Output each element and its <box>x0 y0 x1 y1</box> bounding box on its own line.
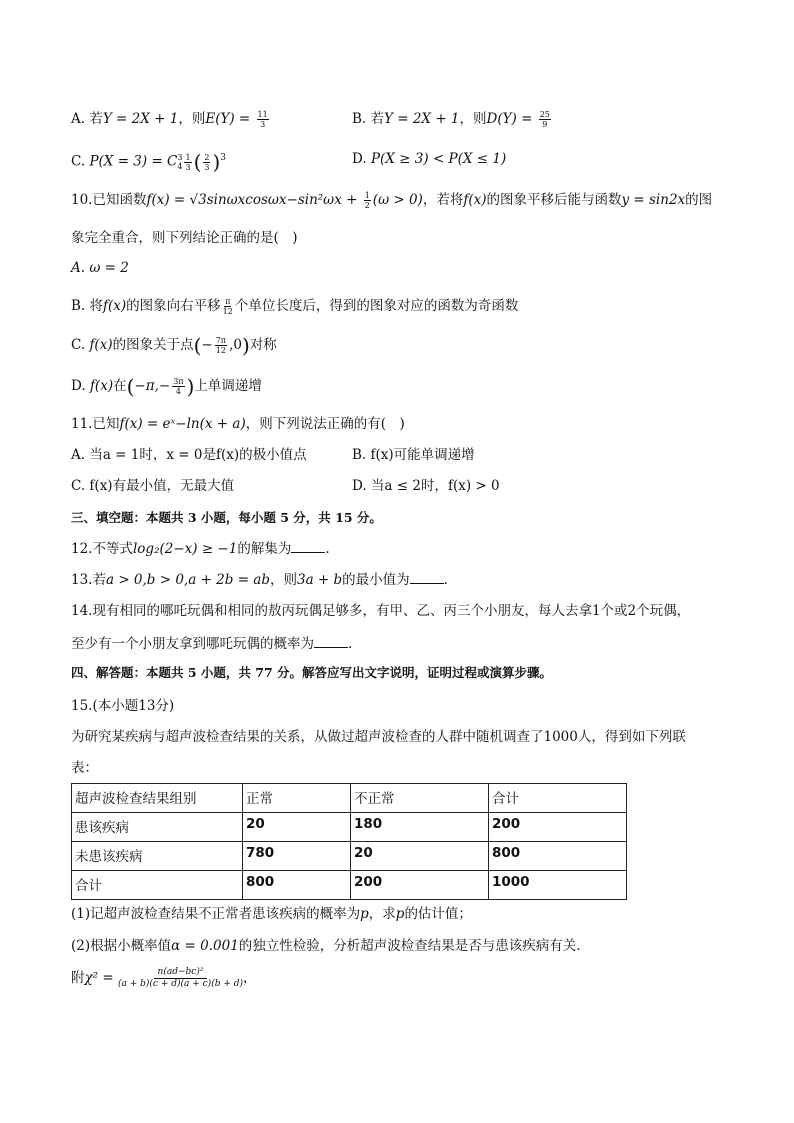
q10-option-c: C. f(x)的图象关于点(− $\frac{7\pi}{12}$ ,0)对称 <box>71 333 277 358</box>
table-row <box>72 813 627 842</box>
table-row <box>72 871 627 900</box>
q11-option-d: D. 当a ≤ 2时，f(x) > 0 <box>352 478 500 494</box>
table-cell: 800 <box>243 871 351 900</box>
q10-option-b: B. 将f(x)的图象向右平移 $\frac{\pi}{12}$ 个单位长度后，得到的图象对应的函数为奇函数 <box>71 297 519 316</box>
table-cell: 180 <box>351 813 489 842</box>
table-cell: 1000 <box>489 871 627 900</box>
table-cell: 合计 <box>72 871 243 900</box>
section-3-heading: 三、填空题：本题共 3 小题，每小题 5 分，共 15 分。 <box>71 510 382 525</box>
table-header-cell: 超声波检查结果组别 <box>72 784 243 813</box>
table-cell: 200 <box>351 871 489 900</box>
q10-option-d: D. f(x)在(−π,− $\frac{3\pi}{4}$ )上单调递增 <box>71 374 262 399</box>
q10-option-a: A. ω = 2 <box>71 260 129 276</box>
table-cell: 200 <box>489 813 627 842</box>
table-cell: 未患该疾病 <box>72 842 243 871</box>
table-header-cell: 合计 <box>489 784 627 813</box>
q9-option-c: C. P(X = 3) = C 3 4 $\frac{1}{3}$ ( $\frac{2}{3}$ )$^3$ <box>71 150 227 174</box>
section-4-heading: 四、解答题：本题共 5 小题，共 77 分。解答应写出文字说明，证明过程或演算步骤。 <box>71 665 553 680</box>
table-header-cell: 不正常 <box>351 784 489 813</box>
answer-blank <box>410 569 444 584</box>
table-cell: 患该疾病 <box>72 813 243 842</box>
q15-line2: 表： <box>71 760 98 776</box>
q11-option-a: A. 当a = 1时，x = 0是f(x)的极小值点 <box>71 447 307 463</box>
table-header-cell: 正常 <box>243 784 351 813</box>
table-cell: 800 <box>489 842 627 871</box>
q12: 12.不等式log₂(2−x) ≥ −1的解集为 . <box>71 538 330 559</box>
table-cell: 20 <box>351 842 489 871</box>
q11-option-c: C. f(x)有最小值，无最大值 <box>71 478 235 494</box>
q9-option-a: A. 若Y = 2X + 1，则E(Y) = $\frac{11}{3}$ <box>71 110 268 129</box>
answer-blank <box>314 633 348 648</box>
table-header-row <box>72 784 627 813</box>
contingency-table <box>71 783 627 900</box>
chi-square-formula: 附χ² = $\frac{\text{n(ad−bc)²}}{(a + b)(c + d)(a + c)(b + d)}$ ， <box>71 967 257 989</box>
q10-stem-line2: 象完全重合，则下列结论正确的是( ) <box>71 230 298 246</box>
table-cell: 20 <box>243 813 351 842</box>
q15-part2: (2)根据小概率值α = 0.001的独立性检验，分析超声波检查结果是否与患该疾病有关． <box>71 938 590 954</box>
q14-line1: 14.现有相同的哪吒玩偶和相同的敖丙玩偶足够多，有甲、乙、丙三个小朋友，每人去拿1个或2个玩偶， <box>71 603 691 619</box>
table-cell: 780 <box>243 842 351 871</box>
q11-stem: 11.已知f(x) = eˣ−ln(x + a)，则下列说法正确的有( ) <box>71 416 405 432</box>
q15-part1: (1)记超声波检查结果不正常者患该疾病的概率为p，求p的估计值； <box>71 906 472 922</box>
q10-stem: 10.已知函数f(x) = √3sinωxcosωx−sin²ωx + $\frac{1}{2}$ (ω > 0)，若将f(x)的图象平移后能与函数y = sin2x的图 <box>71 191 713 210</box>
table-row <box>72 842 627 871</box>
q11-option-b: B. f(x)可能单调递增 <box>352 447 475 463</box>
q14-line2: 至少有一个小朋友拿到哪吒玩偶的概率为 . <box>71 633 352 654</box>
q9-option-d: D. P(X ≥ 3) < P(X ≤ 1) <box>352 151 507 167</box>
q15-line1: 为研究某疾病与超声波检查结果的关系，从做过超声波检查的人群中随机调查了1000人，得到如下列联 <box>71 729 686 745</box>
q9-option-b: B. 若Y = 2X + 1，则D(Y) = $\frac{25}{9}$ <box>352 110 550 129</box>
q15-title: 15.(本小题13分) <box>71 698 175 714</box>
answer-blank <box>291 538 325 553</box>
q13: 13.若a > 0,b > 0,a + 2b = ab，则3a + b的最小值为 . <box>71 569 448 590</box>
